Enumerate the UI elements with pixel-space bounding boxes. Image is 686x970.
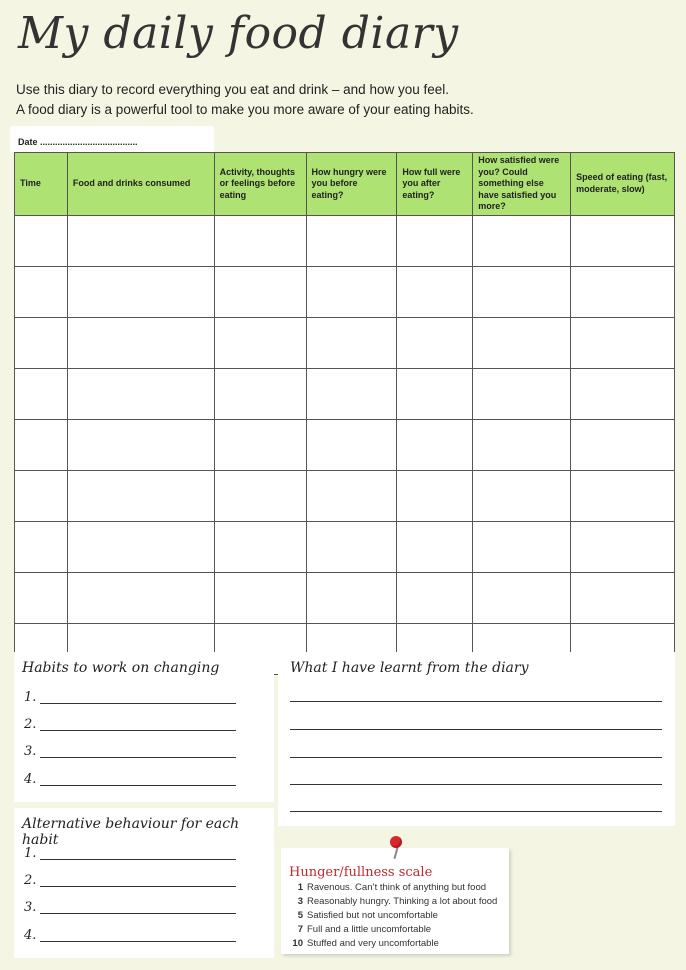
table-cell[interactable] bbox=[571, 470, 675, 521]
learnt-line-2[interactable] bbox=[290, 729, 662, 730]
table-cell[interactable] bbox=[214, 521, 306, 572]
table-cell[interactable] bbox=[214, 317, 306, 368]
table-cell[interactable] bbox=[397, 317, 473, 368]
alternative-panel bbox=[14, 808, 274, 958]
alternative-line-4[interactable]: 4. bbox=[24, 928, 36, 943]
table-cell[interactable] bbox=[571, 317, 675, 368]
table-cell[interactable] bbox=[571, 215, 675, 266]
table-cell[interactable] bbox=[306, 419, 397, 470]
table-cell[interactable] bbox=[306, 368, 397, 419]
learnt-panel bbox=[278, 652, 675, 826]
table-cell[interactable] bbox=[473, 317, 571, 368]
header-hungry: How hungry were you before eating? bbox=[306, 153, 397, 216]
table-cell[interactable] bbox=[571, 572, 675, 623]
table-cell[interactable] bbox=[67, 266, 214, 317]
table-cell[interactable] bbox=[67, 317, 214, 368]
date-box[interactable] bbox=[10, 126, 214, 152]
habits-title: Habits to work on changing bbox=[22, 660, 220, 676]
table-cell[interactable] bbox=[67, 521, 214, 572]
table-cell[interactable] bbox=[473, 521, 571, 572]
alternative-title: Alternative behaviour for each habit bbox=[22, 816, 240, 848]
table-cell[interactable] bbox=[67, 572, 214, 623]
page-title: My daily food diary bbox=[18, 8, 459, 59]
scale-item: 1 Ravenous. Can’t think of anything but food bbox=[297, 882, 487, 893]
table-row bbox=[15, 572, 675, 623]
table-cell[interactable] bbox=[397, 470, 473, 521]
table-cell[interactable] bbox=[306, 572, 397, 623]
table-cell[interactable] bbox=[15, 521, 68, 572]
date-label: Date ....................................... bbox=[18, 137, 138, 147]
table-row bbox=[15, 419, 675, 470]
intro-text bbox=[16, 80, 474, 120]
habits-panel bbox=[14, 652, 274, 802]
table-cell[interactable] bbox=[15, 419, 68, 470]
table-cell[interactable] bbox=[306, 266, 397, 317]
table-row bbox=[15, 215, 675, 266]
header-activity: Activity, thoughts or feelings before eating bbox=[214, 153, 306, 216]
alternative-line-1[interactable]: 1. bbox=[24, 846, 36, 861]
table-cell[interactable] bbox=[306, 470, 397, 521]
header-satisfied: How satisfied were you? Could something else have satisfied you more? bbox=[473, 153, 571, 216]
table-cell[interactable] bbox=[571, 521, 675, 572]
table-row bbox=[15, 317, 675, 368]
table-cell[interactable] bbox=[473, 572, 571, 623]
table-row bbox=[15, 470, 675, 521]
table-cell[interactable] bbox=[473, 470, 571, 521]
table-row bbox=[15, 368, 675, 419]
scale-title: Hunger/fullness scale bbox=[289, 865, 433, 880]
table-cell[interactable] bbox=[15, 470, 68, 521]
table-cell[interactable] bbox=[397, 572, 473, 623]
table-cell[interactable] bbox=[397, 521, 473, 572]
table-cell[interactable] bbox=[214, 368, 306, 419]
table-cell[interactable] bbox=[214, 572, 306, 623]
table-cell[interactable] bbox=[473, 368, 571, 419]
table-cell[interactable] bbox=[214, 419, 306, 470]
learnt-line-5[interactable] bbox=[290, 811, 662, 812]
header-time: Time bbox=[15, 153, 68, 216]
table-cell[interactable] bbox=[15, 215, 68, 266]
habit-line-2[interactable]: 2. bbox=[24, 717, 36, 732]
table-cell[interactable] bbox=[397, 215, 473, 266]
table-cell[interactable] bbox=[571, 368, 675, 419]
learnt-line-4[interactable] bbox=[290, 784, 662, 785]
hunger-scale-card bbox=[281, 848, 509, 954]
table-cell[interactable] bbox=[15, 368, 68, 419]
table-cell[interactable] bbox=[15, 572, 68, 623]
learnt-title: What I have learnt from the diary bbox=[290, 660, 529, 676]
habit-line-3[interactable]: 3. bbox=[24, 744, 36, 759]
header-speed: Speed of eating (fast, moderate, slow) bbox=[571, 153, 675, 216]
scale-item: 7 Full and a little uncomfortable bbox=[297, 924, 432, 935]
table-cell[interactable] bbox=[67, 419, 214, 470]
learnt-line-3[interactable] bbox=[290, 757, 662, 758]
learnt-line-1[interactable] bbox=[290, 701, 662, 702]
habit-line-1[interactable]: 1. bbox=[24, 690, 36, 705]
habit-line-4[interactable]: 4. bbox=[24, 772, 36, 787]
scale-item: 10 Stuffed and very uncomfortable bbox=[292, 938, 439, 949]
table-cell[interactable] bbox=[397, 266, 473, 317]
table-cell[interactable] bbox=[214, 266, 306, 317]
table-cell[interactable] bbox=[306, 215, 397, 266]
intro-line-1: Use this diary to record everything you eat and drink – and how you feel. bbox=[16, 82, 449, 97]
table-cell[interactable] bbox=[397, 419, 473, 470]
table-cell[interactable] bbox=[306, 521, 397, 572]
table-cell[interactable] bbox=[15, 317, 68, 368]
table-header-row bbox=[15, 153, 675, 216]
table-cell[interactable] bbox=[473, 419, 571, 470]
food-diary-table bbox=[14, 152, 675, 675]
table-cell[interactable] bbox=[214, 470, 306, 521]
pushpin-icon bbox=[390, 836, 402, 848]
table-cell[interactable] bbox=[214, 215, 306, 266]
alternative-line-2[interactable]: 2. bbox=[24, 873, 36, 888]
scale-item: 5 Satisfied but not uncomfortable bbox=[297, 910, 438, 921]
table-cell[interactable] bbox=[397, 368, 473, 419]
table-cell[interactable] bbox=[473, 266, 571, 317]
table-cell[interactable] bbox=[67, 368, 214, 419]
table-cell[interactable] bbox=[67, 470, 214, 521]
header-food: Food and drinks consumed bbox=[67, 153, 214, 216]
table-cell[interactable] bbox=[67, 215, 214, 266]
scale-item: 3 Reasonably hungry. Thinking a lot about food bbox=[297, 896, 498, 907]
intro-line-2: A food diary is a powerful tool to make you more aware of your eating habits. bbox=[16, 102, 474, 117]
table-cell[interactable] bbox=[571, 419, 675, 470]
table-row bbox=[15, 521, 675, 572]
table-cell[interactable] bbox=[306, 317, 397, 368]
table-cell[interactable] bbox=[473, 215, 571, 266]
table-row bbox=[15, 266, 675, 317]
header-full: How full were you after eating? bbox=[397, 153, 473, 216]
table-cell[interactable] bbox=[571, 266, 675, 317]
table-cell[interactable] bbox=[15, 266, 68, 317]
alternative-line-3[interactable]: 3. bbox=[24, 900, 36, 915]
